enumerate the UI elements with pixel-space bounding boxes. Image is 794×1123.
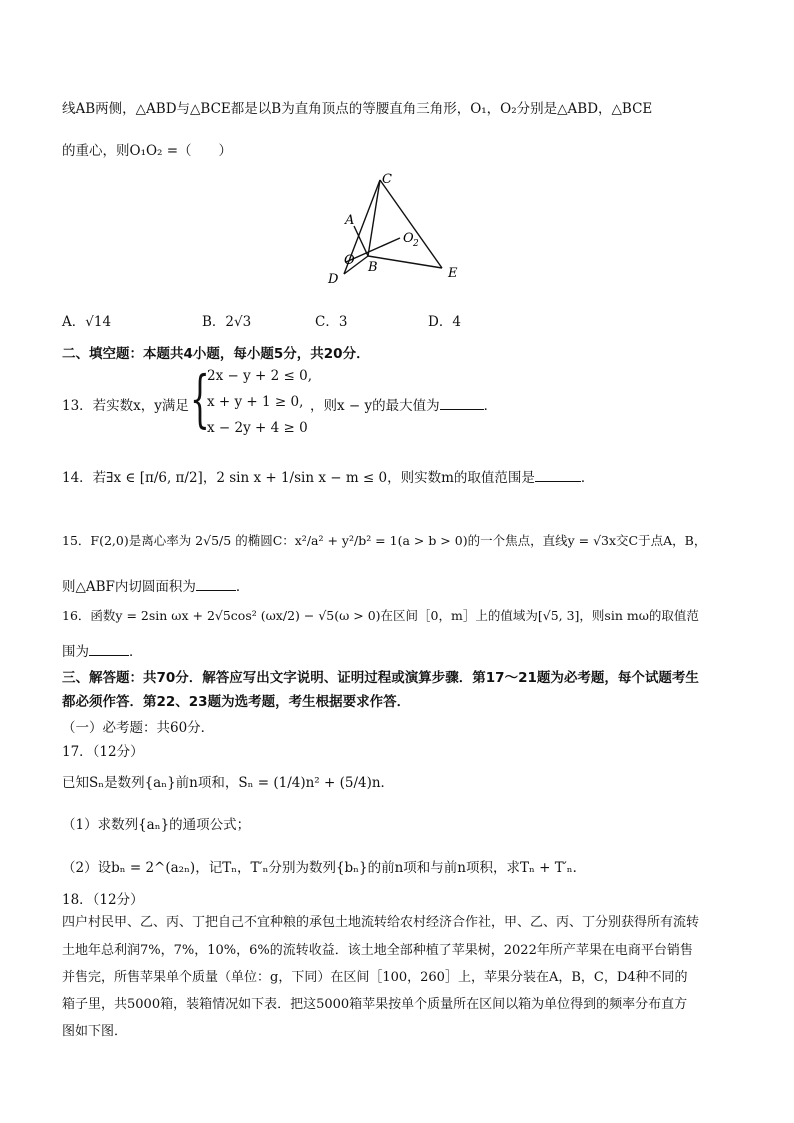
q14-blank[interactable]	[535, 467, 581, 482]
q14-line	[62, 466, 594, 486]
q16-line1: 16．函数y = 2sin ωx + 2√5cos² (ωx/2) − √5(ω > 0)在区间［0，m］上的值域为[√5, 3]，则sin mω的取值范	[62, 608, 699, 623]
q17-part2: （2）设bₙ = 2^(a₂ₙ)，记Tₙ，T′ₙ分别为数列{bₙ}的前n项和与前n项积，求Tₙ + T′ₙ．	[62, 860, 587, 876]
q13-ineq-2: x + y + 1 ≥ 0,	[207, 394, 304, 410]
q13-blank[interactable]	[440, 395, 484, 410]
q15-line2: 则△ABF内切圆面积为	[62, 579, 196, 595]
section2-heading: 二、填空题：本题共4小题，每小题5分，共20分．	[62, 346, 370, 362]
label-D: D	[328, 272, 339, 287]
q17-stem: 已知Sₙ是数列{aₙ}前n项和，Sₙ = (1/4)n² + (5/4)n．	[62, 775, 395, 791]
q15-blank[interactable]	[196, 576, 236, 591]
label-O2-sub: 2	[413, 239, 419, 249]
q18-line-5: 图如下图．	[62, 1024, 128, 1039]
label-O1: O	[344, 253, 355, 268]
q18-title: 18．（12分）	[62, 892, 144, 908]
label-A: A	[345, 213, 355, 228]
q13-ineq-3: x − 2y + 4 ≥ 0	[207, 420, 308, 436]
q12-line2: 的重心，则O₁O₂ =（ ）	[62, 143, 233, 159]
q15-end: ．	[235, 579, 250, 595]
label-B: B	[368, 260, 378, 275]
q18-line-2: 土地年总利润7%，7%，10%，6%的流转收益．该土地全部种植了苹果树，2022年所产苹果在电商平台销售	[62, 943, 693, 958]
q14-text: 14．若∃x ∈ [π/6, π/2]，2 sin x + 1/sin x − m ≤ 0，则实数m的取值范围是	[62, 470, 535, 486]
option-b: B．2√3	[202, 314, 252, 330]
section3-heading-2: 都必须作答．第22、23题为选考题，考生根据要求作答．	[62, 694, 411, 710]
q13-end: ．	[483, 398, 498, 414]
section3-sub: （一）必考题：共60分．	[62, 720, 215, 736]
label-O2: O	[403, 231, 414, 246]
q13-prefix: 13．若实数x，y满足	[62, 398, 189, 414]
section3-heading-1: 三、解答题：共70分．解答应写出文字说明、证明过程或演算步骤．第17～21题为必考题，每个试题考生	[62, 670, 699, 686]
option-c: C．3	[315, 314, 348, 330]
edge-CE	[380, 180, 442, 268]
q17-title: 17．（12分）	[62, 744, 144, 760]
q16-blank[interactable]	[89, 641, 129, 656]
q13-ineq-1: 2x − y + 2 ≤ 0,	[207, 368, 312, 384]
q15-line2-wrap	[62, 575, 249, 595]
option-a: A．√14	[62, 314, 112, 330]
q15-line1: 15．F(2,0)是离心率为 2√5/5 的椭圆C：x²/a² + y²/b² = 1(a > b > 0)的一个焦点，直线y = √3x交C于点A，B，	[62, 533, 707, 548]
label-C: C	[382, 172, 392, 187]
geometry-figure	[322, 170, 472, 288]
q16-line2-wrap	[62, 640, 143, 660]
q13-suffix-line	[310, 394, 497, 414]
q18-line-4: 箱子里，共5000箱，装箱情况如下表．把这5000箱苹果按单个质量所在区间以箱为单位得到的频率分布直方	[62, 997, 688, 1012]
edge-BE	[368, 256, 442, 268]
q16-line2: 围为	[62, 644, 89, 660]
q14-end: ．	[580, 470, 595, 486]
q17-part1: （1）求数列{aₙ}的通项公式；	[62, 817, 251, 833]
q12-line1: 线AB两侧，△ABD与△BCE都是以B为直角顶点的等腰直角三角形，O₁，O₂分别是△ABD，△BCE	[62, 101, 653, 117]
label-E: E	[448, 266, 458, 281]
q18-line-3: 并售完，所售苹果单个质量（单位：g，下同）在区间［100，260］上，苹果分装在A，B，C，D4种不同的	[62, 970, 688, 985]
edge-CB	[368, 180, 380, 256]
option-d: D．4	[428, 314, 461, 330]
q16-end: ．	[129, 644, 143, 660]
q13-suffix: ，则x − y的最大值为	[310, 398, 440, 414]
q13-brace: {	[190, 362, 210, 435]
q18-line-1: 四户村民甲、乙、丙、丁把自己不宜种粮的承包土地流转给农村经济合作社，甲、乙、丙、丁分别获得所有流转	[62, 915, 700, 930]
